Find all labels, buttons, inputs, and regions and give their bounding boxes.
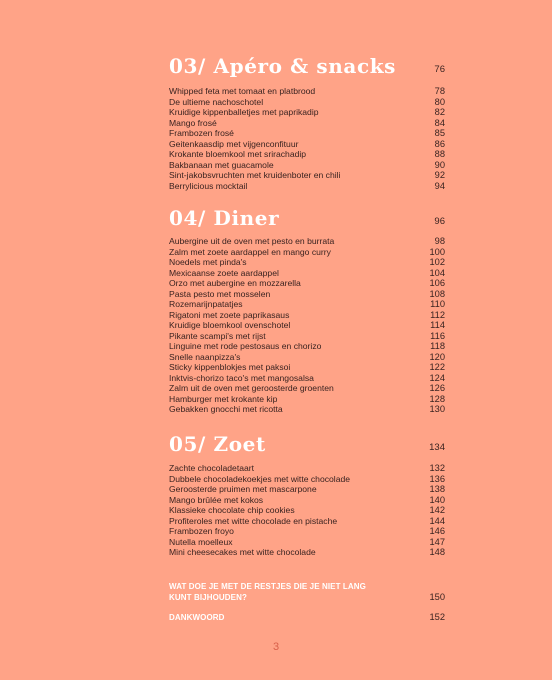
toc-entry: [169, 516, 445, 527]
entry-title: Orzo met aubergine en mozzarella: [169, 278, 301, 288]
toc-entry: [169, 160, 445, 171]
toc-entry: [169, 257, 445, 268]
entry-page: 88: [434, 149, 445, 159]
entry-title: Geroosterde pruimen met mascarpone: [169, 484, 317, 494]
toc-entry: [169, 537, 445, 548]
entry-page: 128: [429, 393, 445, 404]
page-number: 3: [272, 641, 280, 653]
toc-entry: [169, 495, 445, 506]
entry-page: 140: [429, 494, 445, 505]
toc-entry: [169, 97, 445, 108]
toc-entry: [169, 383, 445, 394]
toc-entry: [169, 118, 445, 129]
entry-page: 148: [429, 547, 445, 557]
entry-page: 90: [434, 159, 445, 170]
toc-entry: [169, 404, 445, 415]
entry-page: 114: [430, 320, 445, 330]
entry-title: Geitenkaasdip met vijgenconfituur: [169, 138, 299, 149]
toc-entry: [169, 352, 445, 363]
entry-page: 102: [429, 257, 445, 267]
entry-title: Krokante bloemkool met srirachadip: [169, 149, 307, 159]
toc-entry: [169, 247, 445, 258]
entry-title: Mango frosé: [169, 117, 217, 128]
entry-page: 98: [434, 236, 445, 246]
section-page-number: 134: [429, 442, 445, 453]
entry-title: Bakbanaan met guacamole: [169, 159, 274, 170]
section-title: 03/ Apéro & snacks: [169, 54, 397, 78]
toc-entry: [169, 484, 445, 495]
entry-page: 110: [430, 299, 445, 309]
entry-title: Gebakken gnocchi met ricotta: [169, 404, 283, 414]
entry-title: Rigatoni met zoete paprikasaus: [169, 309, 290, 320]
entry-page: 85: [434, 128, 445, 138]
entry-title: Mango brûlée met kokos: [169, 494, 264, 505]
entry-page: 138: [429, 484, 445, 494]
entry-title: Nutella moelleux: [169, 536, 233, 547]
entry-title: Aubergine uit de oven met pesto en burrata: [169, 236, 335, 246]
toc-entry: [169, 463, 445, 474]
entry-title: Rozemarijnpatatjes: [169, 299, 243, 309]
toc-entry: [169, 505, 445, 516]
toc-entry: [169, 299, 445, 310]
toc-entry: [169, 547, 445, 558]
entry-title: Linguine met rode pestosaus en chorizo: [169, 341, 322, 351]
toc-entry: [169, 394, 445, 405]
entry-title: Frambozen frosé: [169, 128, 234, 138]
entry-page: 104: [429, 267, 445, 278]
toc-entry: [169, 107, 445, 118]
entry-page: 80: [434, 96, 445, 107]
entry-page: 146: [429, 526, 445, 536]
entry-page: 86: [434, 138, 445, 149]
toc-section-zoet: [169, 432, 445, 558]
entry-page: 132: [429, 463, 445, 473]
entry-title: Kruidige bloemkool ovenschotel: [169, 320, 291, 330]
entry-title: Hamburger met krokante kip: [169, 393, 278, 404]
toc-entry: [169, 341, 445, 352]
entry-title: Mini cheesecakes met witte chocolade: [169, 547, 316, 557]
entry-page: 78: [434, 86, 445, 96]
toc-entry: [169, 170, 445, 181]
toc-entry: [169, 268, 445, 279]
entry-list: [169, 463, 445, 558]
section-title: 05/ Zoet: [169, 432, 266, 456]
entry-page: 126: [429, 383, 445, 393]
entry-page: 120: [429, 351, 445, 362]
entry-title: Zalm uit de oven met geroosterde groenten: [169, 383, 334, 393]
toc-entry: [169, 236, 445, 247]
entry-page: 84: [434, 117, 445, 128]
toc-extra-dankwoord: [169, 612, 445, 623]
entry-page: 116: [430, 330, 445, 341]
entry-title: Sint-jakobsvruchten met kruidenboter en chili: [169, 170, 341, 180]
entry-page: 142: [429, 505, 445, 515]
toc-entry: [169, 362, 445, 373]
section-header: [169, 206, 445, 234]
entry-title: Pikante scampi's met rijst: [169, 330, 266, 341]
entry-page: 118: [430, 341, 445, 351]
entry-title: Zachte chocoladetaart: [169, 463, 255, 473]
entry-title: Zalm met zoete aardappel en mango curry: [169, 246, 331, 257]
entry-title: Inktvis-chorizo taco's met mangosalsa: [169, 372, 314, 383]
entry-title: Frambozen froyo: [169, 526, 234, 536]
entry-title: Snelle naanpizza's: [169, 351, 241, 362]
toc-entry: [169, 139, 445, 150]
toc-entry: [169, 373, 445, 384]
toc-entry: [169, 128, 445, 139]
toc-section-apero: [169, 54, 445, 191]
toc-entry: [169, 289, 445, 300]
entry-page: 144: [429, 515, 445, 526]
entry-title: Pasta pesto met mosselen: [169, 288, 271, 299]
entry-page: 100: [429, 246, 445, 257]
entry-title: Kruidige kippenballetjes met paprikadip: [169, 107, 319, 117]
extra-page-number: 150: [429, 592, 445, 602]
entry-title: Profiteroles met witte chocolade en pistache: [169, 515, 338, 526]
entry-page: 108: [429, 288, 445, 299]
entry-title: Mexicaanse zoete aardappel: [169, 267, 279, 278]
entry-title: Klassieke chocolate chip cookies: [169, 505, 295, 515]
section-title: 04/ Diner: [169, 206, 280, 230]
entry-title: Whipped feta met tomaat en platbrood: [169, 86, 316, 96]
section-page-number: 76: [434, 64, 445, 75]
section-page-number: 96: [434, 216, 445, 227]
entry-page: 124: [429, 372, 445, 383]
entry-title: Berrylicious mocktail: [169, 180, 248, 191]
toc-entry: [169, 149, 445, 160]
toc-entry: [169, 278, 445, 289]
extra-page-number: 152: [429, 612, 445, 622]
extra-title: WAT DOE JE MET DE RESTJES DIE JE NIET LANG KUNT BIJHOUDEN?: [169, 582, 366, 602]
entry-list: [169, 236, 445, 415]
entry-title: De ultieme nachoschotel: [169, 96, 264, 107]
entry-page: 92: [434, 170, 445, 180]
toc-entry: [169, 526, 445, 537]
entry-page: 112: [430, 309, 445, 320]
entry-page: 122: [429, 362, 445, 372]
entry-page: 82: [434, 107, 445, 117]
entry-title: Dubbele chocoladekoekjes met witte chocolade: [169, 473, 351, 484]
entry-page: 136: [429, 473, 445, 484]
toc-entry: [169, 310, 445, 321]
toc-extra-restjes: [169, 581, 445, 603]
entry-page: 147: [429, 536, 445, 547]
toc-entry: [169, 474, 445, 485]
toc-section-diner: [169, 206, 445, 415]
toc-entry: [169, 331, 445, 342]
toc-entry: [169, 86, 445, 97]
entry-title: Sticky kippenblokjes met paksoi: [169, 362, 291, 372]
entry-page: 106: [429, 278, 445, 288]
entry-list: [169, 86, 445, 191]
section-header: [169, 54, 445, 82]
toc-entry: [169, 320, 445, 331]
entry-title: Noedels met pinda's: [169, 257, 247, 267]
entry-page: 130: [429, 404, 445, 414]
section-header: [169, 432, 445, 460]
toc-entry: [169, 181, 445, 192]
entry-page: 94: [434, 180, 445, 191]
extra-title: DANKWOORD: [169, 613, 225, 622]
